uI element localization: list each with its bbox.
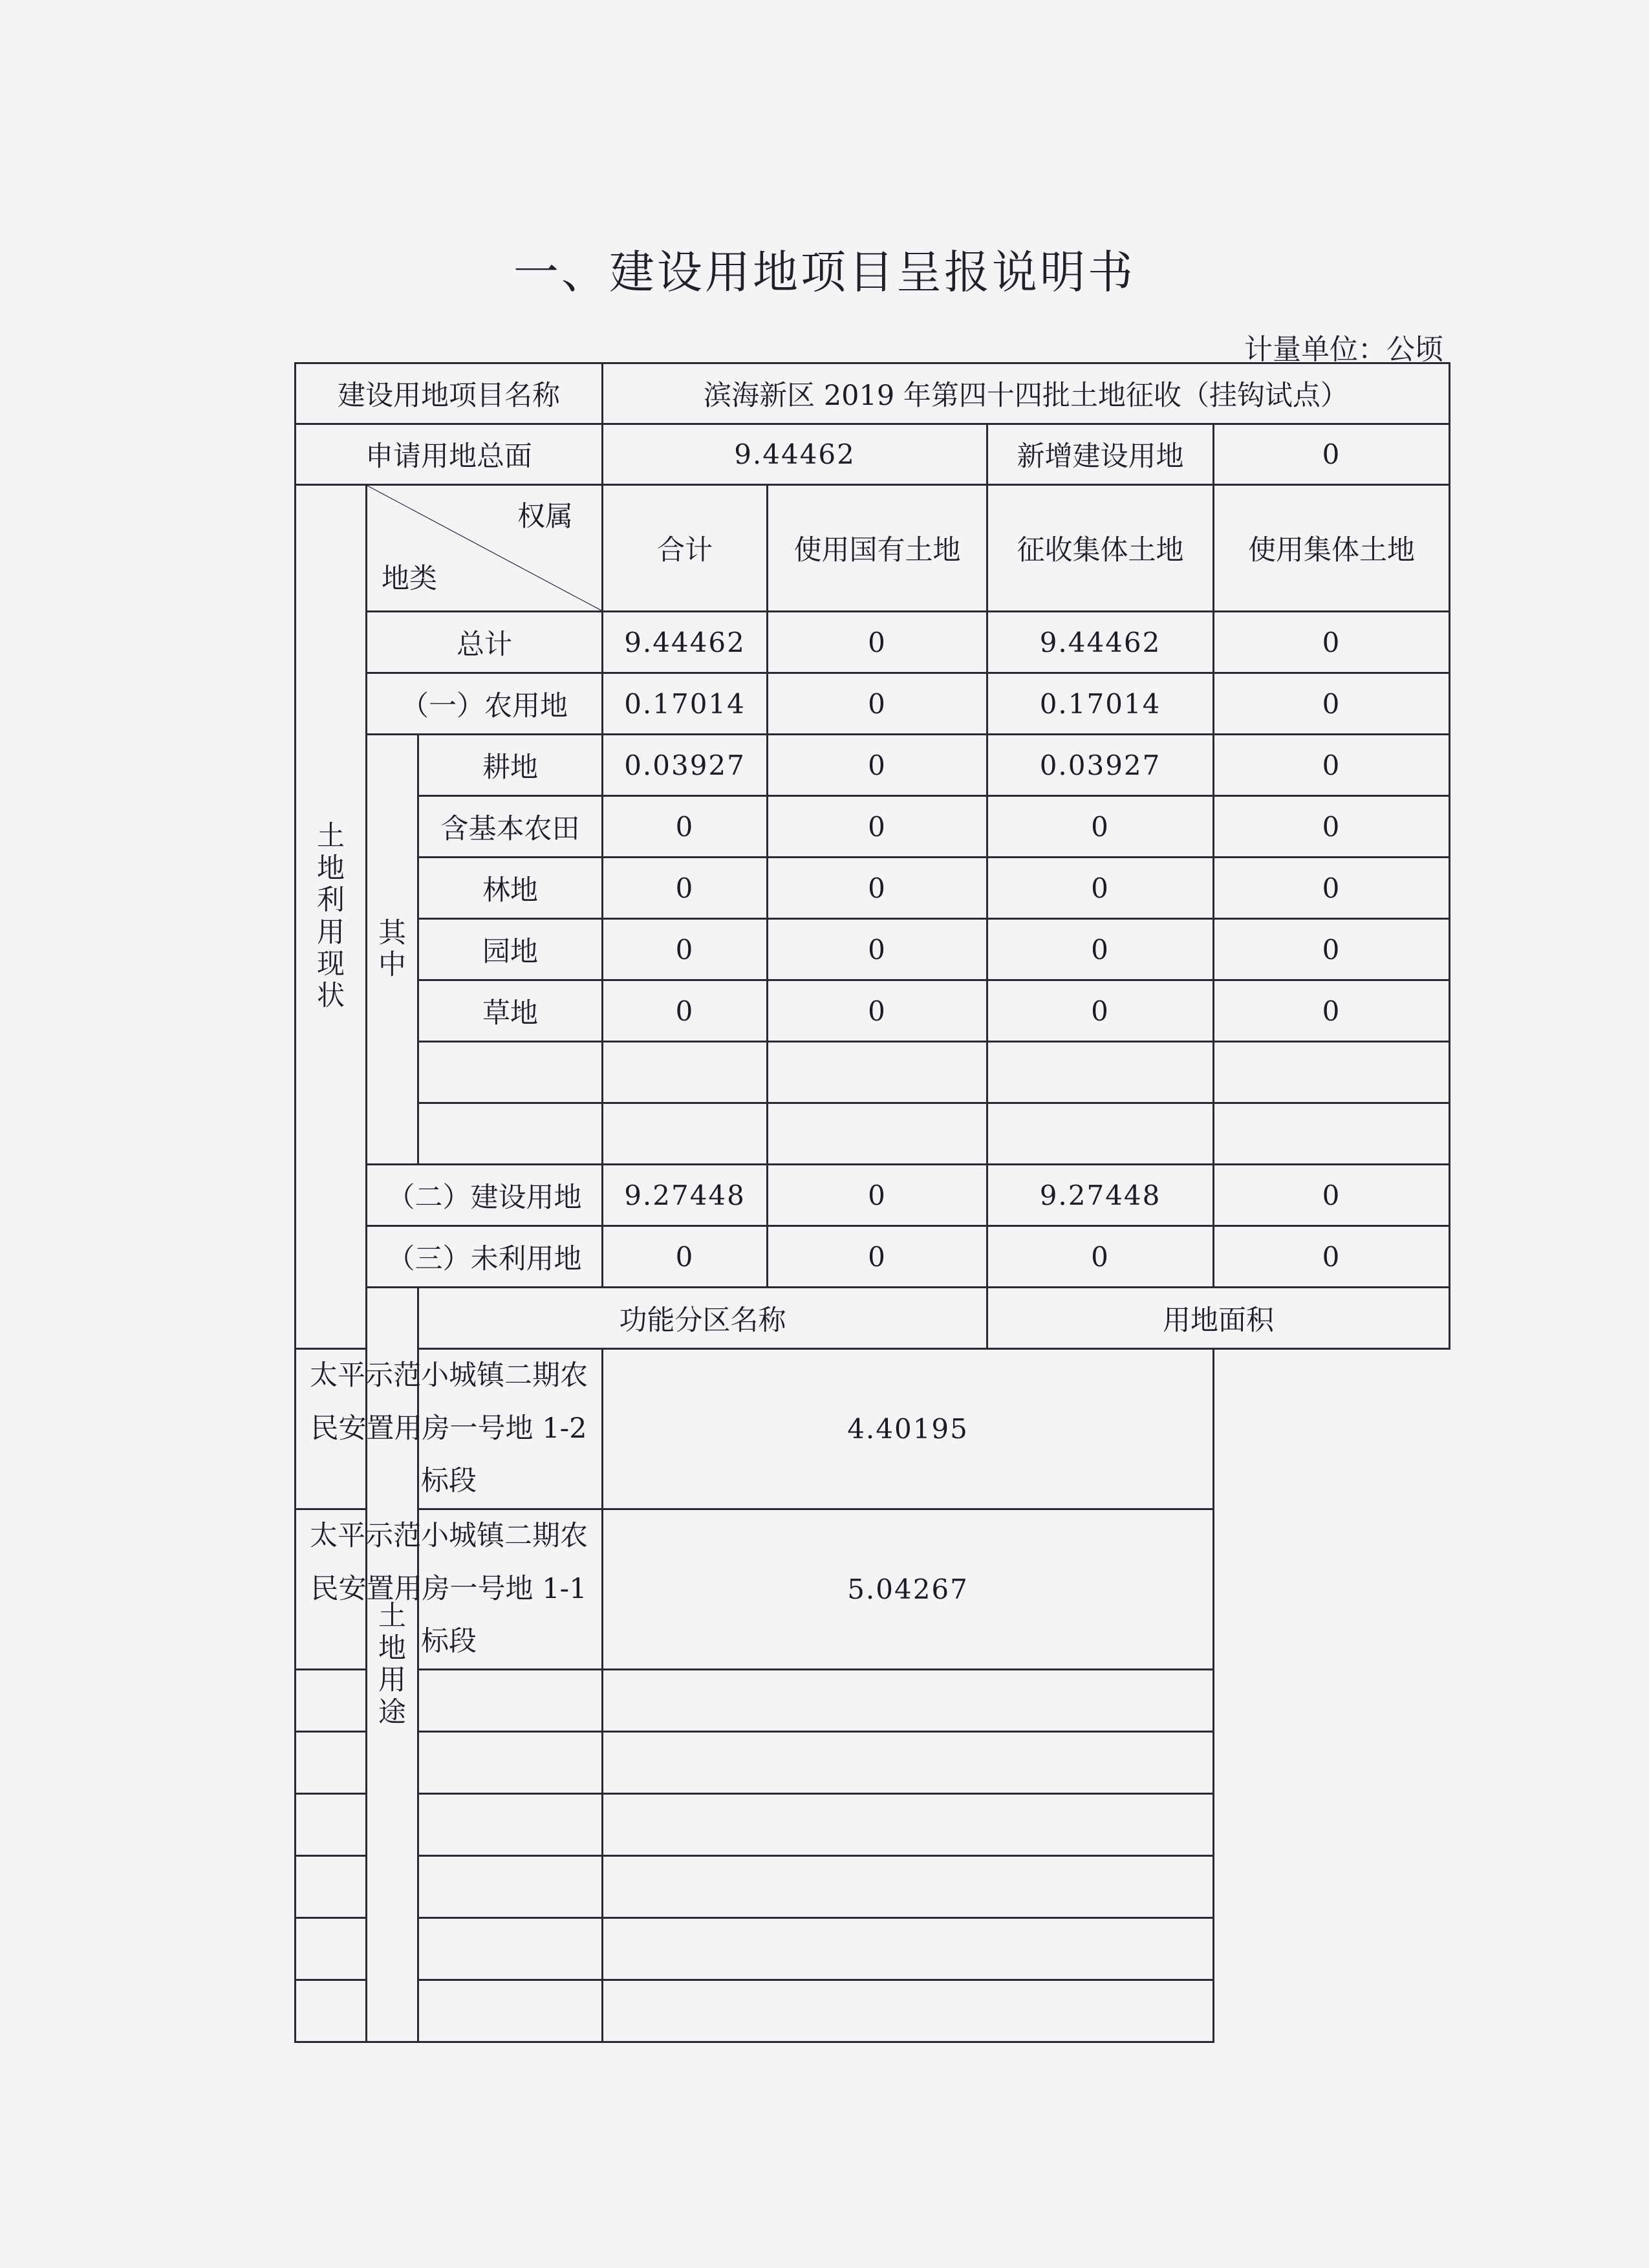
cell-value: 0: [768, 673, 987, 735]
blank-cell: [768, 1042, 987, 1103]
blank-row: [296, 1856, 1450, 1918]
cell-value: 0.17014: [603, 673, 768, 735]
project-name-label: 建设用地项目名称: [296, 363, 603, 424]
blank-cell: [296, 1732, 603, 1794]
total-area-label: 申请用地总面: [296, 424, 603, 485]
blank-cell: [418, 1103, 603, 1165]
diagonal-header-cell: [367, 485, 603, 612]
cell-value: 0: [768, 1165, 987, 1226]
cell-value: 0: [603, 796, 768, 858]
blank-cell: [603, 1670, 1214, 1732]
cell-value: 0: [1214, 858, 1450, 919]
row-label-construction: （二）建设用地: [367, 1165, 603, 1226]
cell-value: 0: [768, 1226, 987, 1288]
blank-cell: [1214, 1042, 1450, 1103]
blank-cell: [296, 1670, 603, 1732]
land-status-section-label: 土地利用现状: [296, 485, 367, 1349]
blank-cell: [603, 1732, 1214, 1794]
project-table: [294, 362, 1450, 2043]
row-label-forest: 林地: [418, 858, 603, 919]
project-name-value: 滨海新区 2019 年第四十四批土地征收（挂钩试点）: [603, 363, 1450, 424]
blank-cell: [296, 1918, 603, 1980]
cell-value: 0: [768, 735, 987, 796]
status-header-row: [296, 485, 1450, 612]
blank-row: [296, 1670, 1450, 1732]
blank-cell: [296, 1980, 603, 2042]
cell-value: 0: [1214, 796, 1450, 858]
cell-value: 0: [768, 858, 987, 919]
blank-row: [296, 1103, 1450, 1165]
blank-cell: [296, 1794, 603, 1856]
row-label-basic-farmland: 含基本农田: [418, 796, 603, 858]
cell-value: 0: [1214, 673, 1450, 735]
cell-value: 0: [1214, 980, 1450, 1042]
cell-value: 0: [987, 980, 1214, 1042]
table-row: [296, 858, 1450, 919]
blank-row: [296, 1042, 1450, 1103]
blank-row: [296, 1980, 1450, 2042]
cell-value: 0: [987, 1226, 1214, 1288]
column-header-expropriated-collective: 征收集体土地: [987, 485, 1214, 612]
table-row: [296, 673, 1450, 735]
blank-cell: [603, 1918, 1214, 1980]
blank-cell: [603, 1103, 768, 1165]
table-row: [296, 612, 1450, 673]
cell-value: 0.03927: [987, 735, 1214, 796]
blank-cell: [603, 1794, 1214, 1856]
land-area-value: 5.04267: [603, 1509, 1214, 1670]
new-construction-label: 新增建设用地: [987, 424, 1214, 485]
total-area-row: [296, 424, 1450, 485]
land-area-value: 4.40195: [603, 1349, 1214, 1509]
row-label-agricultural: （一）农用地: [367, 673, 603, 735]
function-zone-name: 太平示范小城镇二期农民安置用房一号地 1-2 标段: [296, 1349, 603, 1509]
table-row: [296, 735, 1450, 796]
cell-value: 0: [603, 919, 768, 980]
blank-cell: [603, 1980, 1214, 2042]
table-row: [296, 1349, 1450, 1509]
blank-cell: [603, 1856, 1214, 1918]
unit-label: 计量单位：公顷: [1244, 333, 1443, 366]
cell-value: 0.03927: [603, 735, 768, 796]
cell-value: 9.44462: [603, 612, 768, 673]
cell-value: 0: [1214, 735, 1450, 796]
row-label-total: 总计: [367, 612, 603, 673]
cell-value: 0: [1214, 612, 1450, 673]
blank-row: [296, 1794, 1450, 1856]
cell-value: 0: [987, 919, 1214, 980]
cell-value: 0: [1214, 1226, 1450, 1288]
table-row: [296, 796, 1450, 858]
cell-value: 9.44462: [987, 612, 1214, 673]
project-name-row: [296, 363, 1450, 424]
cell-value: 0.17014: [987, 673, 1214, 735]
land-type-label: 地类: [382, 563, 437, 595]
cell-value: 0: [987, 796, 1214, 858]
column-header-state-owned: 使用国有土地: [768, 485, 987, 612]
among-label: 其中: [367, 735, 418, 1165]
total-area-value: 9.44462: [603, 424, 987, 485]
function-zone-name: 太平示范小城镇二期农民安置用房一号地 1-1 标段: [296, 1509, 603, 1670]
document-title: 一、建设用地项目呈报说明书: [513, 246, 1136, 299]
blank-cell: [1214, 1103, 1450, 1165]
cell-value: 0: [768, 980, 987, 1042]
blank-cell: [418, 1042, 603, 1103]
land-area-header: 用地面积: [987, 1288, 1450, 1349]
row-label-cultivated: 耕地: [418, 735, 603, 796]
row-label-grassland: 草地: [418, 980, 603, 1042]
blank-cell: [768, 1103, 987, 1165]
cell-value: 0: [768, 612, 987, 673]
column-header-total: 合计: [603, 485, 768, 612]
cell-value: 0: [1214, 1165, 1450, 1226]
column-header-collective-use: 使用集体土地: [1214, 485, 1450, 612]
table-row: [296, 1509, 1450, 1670]
cell-value: 0: [1214, 919, 1450, 980]
blank-cell: [296, 1856, 603, 1918]
cell-value: 0: [987, 858, 1214, 919]
blank-row: [296, 1918, 1450, 1980]
table-row: [296, 980, 1450, 1042]
new-construction-value: 0: [1214, 424, 1450, 485]
table-row: [296, 1165, 1450, 1226]
cell-value: 0: [603, 858, 768, 919]
cell-value: 0: [603, 980, 768, 1042]
cell-value: 9.27448: [603, 1165, 768, 1226]
function-zone-header: 功能分区名称: [418, 1288, 987, 1349]
table-row: [296, 1226, 1450, 1288]
use-header-row: [296, 1288, 1450, 1349]
cell-value: 0: [768, 919, 987, 980]
cell-value: 0: [603, 1226, 768, 1288]
blank-cell: [603, 1042, 768, 1103]
row-label-unused: （三）未利用地: [367, 1226, 603, 1288]
blank-cell: [987, 1042, 1214, 1103]
cell-value: 9.27448: [987, 1165, 1214, 1226]
cell-value: 0: [768, 796, 987, 858]
blank-row: [296, 1732, 1450, 1794]
land-use-section-label: 土地用途: [367, 1288, 418, 2042]
ownership-label: 权属: [517, 501, 574, 533]
row-label-garden: 园地: [418, 919, 603, 980]
table-row: [296, 919, 1450, 980]
blank-cell: [987, 1103, 1214, 1165]
